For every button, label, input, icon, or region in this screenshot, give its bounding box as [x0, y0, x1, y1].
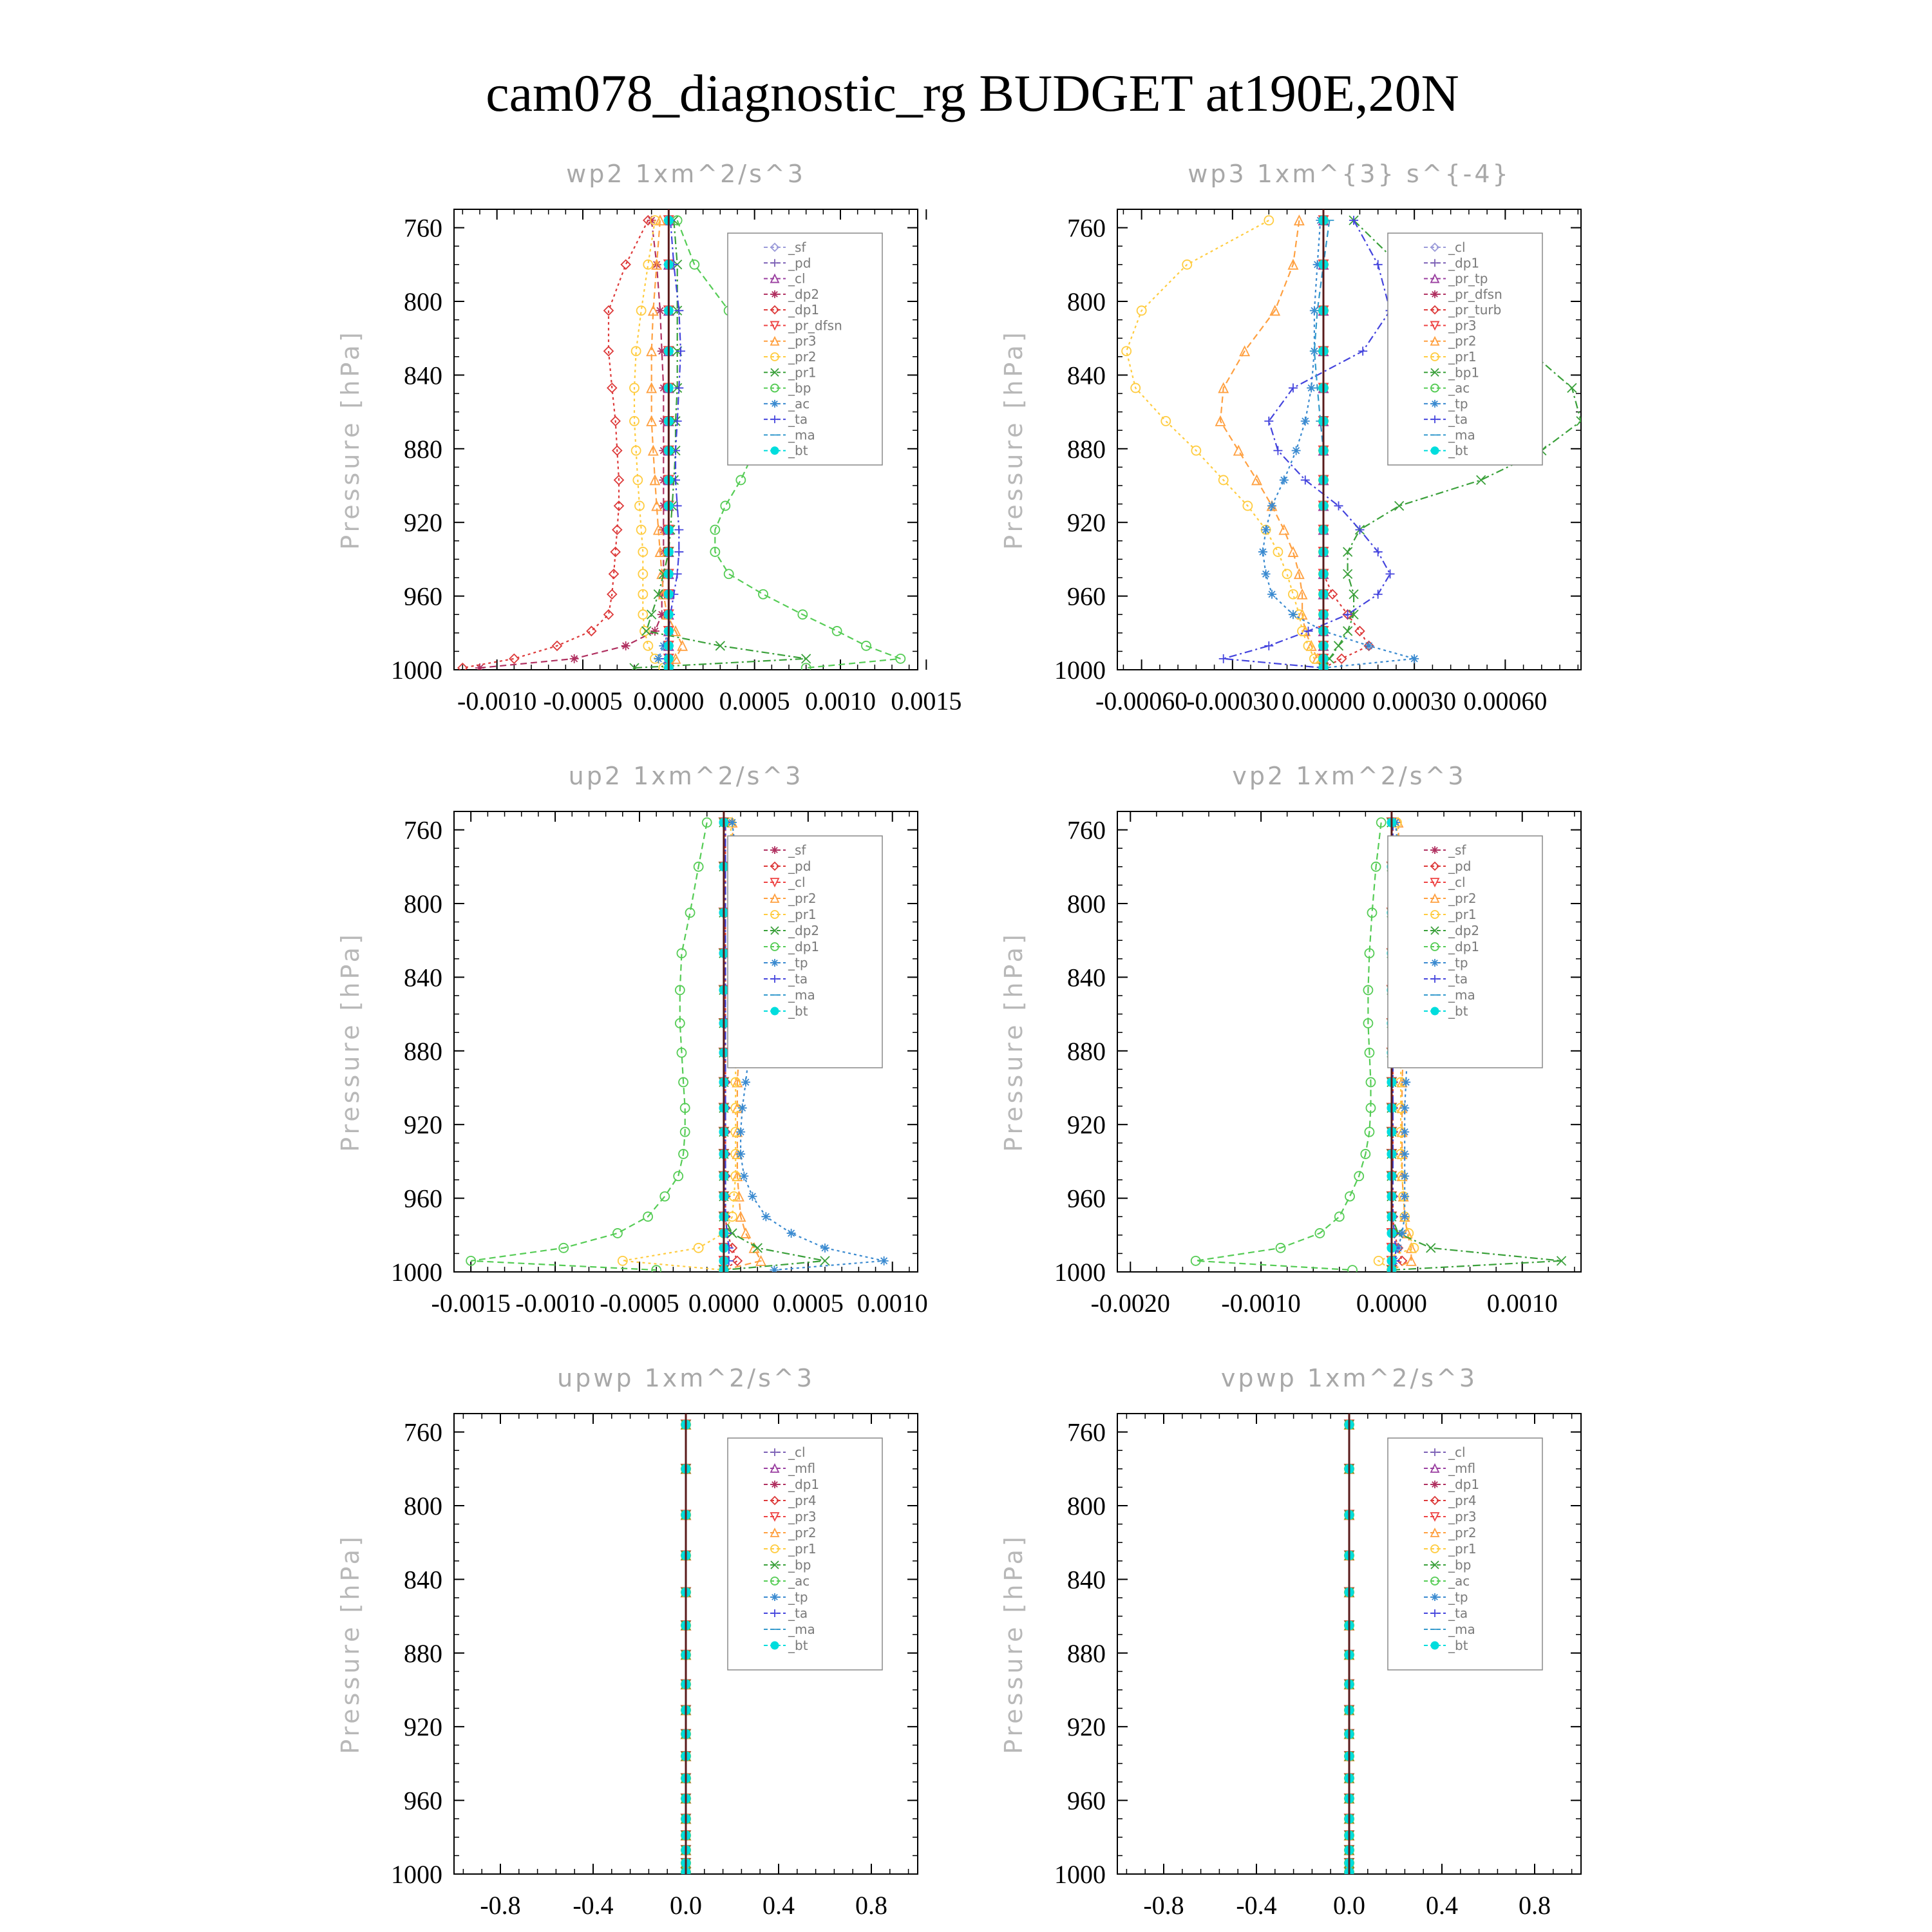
x-tick-label: 0.0000	[1356, 1289, 1427, 1318]
legend-label: _dp2	[788, 286, 820, 302]
legend-label: _dp2	[788, 923, 820, 938]
y-tick-label: 760	[404, 213, 442, 243]
legend-label: _bt	[1448, 1003, 1468, 1019]
y-axis-label: Pressure [hPa]	[336, 1533, 365, 1754]
y-tick-label: 920	[404, 1110, 442, 1140]
y-tick-label: 840	[1067, 1565, 1106, 1595]
legend-label: _pr3	[788, 1509, 817, 1524]
y-tick-label: 760	[1067, 213, 1106, 243]
legend	[1388, 1438, 1542, 1670]
legend-label: _tp	[1448, 955, 1468, 971]
legend-label: _cl	[1448, 1444, 1466, 1460]
legend-label: _ac	[788, 1573, 810, 1589]
data-point	[880, 1256, 889, 1265]
legend-label: _pr1	[788, 907, 817, 922]
legend-label: _bp	[788, 1557, 811, 1573]
legend-label: _ta	[788, 412, 808, 428]
legend-label: _pr2	[788, 349, 817, 365]
x-tick-label: 0.8	[855, 1891, 887, 1920]
panel-title: wp2 1xm^2/s^3	[566, 160, 806, 188]
legend-label: _ma	[1448, 427, 1475, 443]
x-tick-label: -0.0010	[1221, 1289, 1301, 1318]
legend-label: _dp1	[788, 939, 820, 954]
y-tick-label: 760	[1067, 815, 1106, 845]
y-tick-label: 960	[1067, 1786, 1106, 1815]
y-axis-label: Pressure [hPa]	[999, 329, 1028, 550]
y-tick-label: 960	[1067, 1184, 1106, 1213]
y-tick-label: 1000	[1054, 656, 1106, 685]
x-tick-label: -0.0010	[457, 687, 537, 715]
legend-label: _ac	[788, 395, 810, 412]
legend-label: _pr2	[788, 1525, 817, 1540]
x-tick-label: -0.0005	[543, 687, 623, 715]
legend-label: _tp	[788, 1589, 808, 1605]
x-tick-label: 0.0010	[1486, 1289, 1558, 1318]
legend-label: _pr1	[788, 1541, 817, 1557]
legend-label: _pr_dfsn	[788, 317, 842, 334]
y-tick-label: 800	[404, 1492, 442, 1520]
y-tick-label: 880	[404, 434, 442, 464]
legend-label: _pr_dfsn	[1448, 286, 1502, 302]
legend-label: _pr1	[1448, 349, 1477, 365]
y-tick-label: 1000	[391, 1860, 442, 1889]
legend	[1388, 233, 1542, 465]
legend-label: _cl	[788, 270, 806, 287]
y-tick-label: 880	[404, 1036, 442, 1066]
legend-label: _bt	[788, 1003, 808, 1019]
x-tick-label: -0.00060	[1095, 687, 1188, 715]
y-tick-label: 880	[1067, 434, 1106, 464]
legend-label: _bp	[1448, 1557, 1472, 1573]
y-tick-label: 800	[1067, 889, 1106, 918]
legend-label: _dp2	[1448, 923, 1480, 938]
data-point	[1400, 1128, 1409, 1137]
legend-label: _pr4	[1448, 1493, 1477, 1508]
legend-label: _bt	[1448, 1638, 1468, 1653]
x-tick-label: 0.0010	[857, 1289, 928, 1318]
y-tick-label: 920	[1067, 1712, 1106, 1742]
x-tick-label: 0.0000	[688, 1289, 759, 1318]
panel-title: upwp 1xm^2/s^3	[557, 1364, 815, 1392]
legend-label: _dp1	[1448, 1477, 1480, 1492]
legend-label: _tp	[1448, 395, 1468, 412]
x-tick-label: 0.0010	[805, 687, 876, 715]
x-tick-label: 0.0005	[719, 687, 790, 715]
y-tick-label: 880	[1067, 1036, 1106, 1066]
y-tick-label: 800	[1067, 1492, 1106, 1520]
legend-label: _ma	[788, 1622, 815, 1637]
y-axis-label: Pressure [hPa]	[999, 931, 1028, 1152]
legend-label: _pd	[1448, 858, 1472, 874]
x-tick-label: 0.00060	[1463, 687, 1548, 715]
figure-title: cam078_diagnostic_rg BUDGET at190E,20N	[486, 64, 1459, 122]
legend-label: _pr2	[1448, 1525, 1477, 1540]
x-tick-label: 0.0	[670, 1891, 702, 1920]
y-tick-label: 840	[1067, 963, 1106, 992]
legend-label: _cl	[1448, 875, 1466, 890]
x-tick-label: 0.0015	[891, 687, 962, 715]
x-tick-label: 0.4	[1426, 1891, 1458, 1920]
y-tick-label: 760	[404, 1417, 442, 1447]
y-tick-label: 840	[404, 361, 442, 390]
y-tick-label: 880	[1067, 1638, 1106, 1668]
legend-label: _mfl	[1448, 1461, 1476, 1476]
legend-label: _bp1	[1448, 365, 1480, 381]
legend-label: _mfl	[788, 1461, 816, 1476]
legend-label: _bt	[788, 1638, 808, 1653]
legend-label: _pr3	[1448, 1509, 1477, 1524]
y-tick-label: 840	[404, 963, 442, 992]
legend-label: _sf	[788, 842, 806, 858]
y-tick-label: 760	[404, 815, 442, 845]
legend-label: _dp1	[788, 302, 820, 318]
y-tick-label: 920	[404, 1712, 442, 1742]
y-tick-label: 960	[404, 1786, 442, 1815]
legend-label: _pr_turb	[1448, 302, 1502, 318]
legend-label: _ac	[1448, 1573, 1470, 1589]
legend-label: _dp1	[1448, 255, 1480, 271]
legend-label: _pr1	[1448, 1541, 1477, 1557]
x-tick-label: -0.8	[1143, 1891, 1184, 1920]
legend-label: _tp	[788, 955, 808, 971]
x-tick-label: -0.0015	[431, 1289, 511, 1318]
legend-label: _pr1	[788, 365, 817, 381]
y-tick-label: 760	[1067, 1417, 1106, 1447]
legend	[728, 1438, 882, 1670]
y-tick-label: 800	[1067, 287, 1106, 316]
data-point	[748, 1192, 757, 1201]
legend-label: _pr2	[788, 891, 817, 906]
y-axis-label: Pressure [hPa]	[336, 931, 365, 1152]
legend-label: _sf	[1448, 842, 1466, 858]
legend	[1388, 836, 1542, 1068]
y-tick-label: 960	[404, 1184, 442, 1213]
y-tick-label: 840	[1067, 361, 1106, 390]
y-tick-label: 1000	[1054, 1258, 1106, 1287]
data-point	[739, 1171, 748, 1180]
y-tick-label: 800	[404, 889, 442, 918]
legend-label: _pr1	[1448, 907, 1477, 922]
panel-title: wp3 1xm^{3} s^{-4}	[1188, 160, 1511, 188]
data-point	[650, 627, 659, 636]
legend-label: _pd	[788, 858, 811, 874]
data-point	[1400, 1171, 1409, 1180]
y-tick-label: 960	[1067, 582, 1106, 611]
x-tick-label: 0.0005	[772, 1289, 844, 1318]
legend-label: _pr3	[1448, 317, 1477, 334]
y-tick-label: 1000	[391, 656, 442, 685]
x-tick-label: 0.0	[1333, 1891, 1365, 1920]
legend-label: _pr2	[1448, 891, 1477, 906]
legend-label: _cl	[788, 875, 806, 890]
x-tick-label: 0.8	[1519, 1891, 1551, 1920]
panel-title: up2 1xm^2/s^3	[568, 762, 804, 790]
legend	[728, 233, 882, 465]
panel-title: vpwp 1xm^2/s^3	[1220, 1364, 1478, 1392]
y-tick-label: 1000	[1054, 1860, 1106, 1889]
legend-label: _ac	[1448, 380, 1470, 396]
y-tick-label: 960	[404, 582, 442, 611]
x-tick-label: -0.00030	[1186, 687, 1279, 715]
y-axis-label: Pressure [hPa]	[999, 1533, 1028, 1754]
panel-title: vp2 1xm^2/s^3	[1232, 762, 1466, 790]
legend-label: _cl	[1448, 240, 1466, 255]
x-tick-label: 0.4	[762, 1891, 795, 1920]
x-tick-label: -0.4	[1236, 1891, 1277, 1920]
legend-label: _bt	[788, 442, 808, 459]
x-tick-label: -0.0010	[515, 1289, 595, 1318]
x-tick-label: -0.0020	[1090, 1289, 1170, 1318]
y-axis-label: Pressure [hPa]	[336, 329, 365, 550]
y-tick-label: 920	[1067, 1110, 1106, 1140]
data-point	[736, 1128, 745, 1137]
data-point	[1410, 654, 1419, 663]
legend-label: _pr4	[788, 1493, 817, 1508]
data-point	[1400, 1192, 1409, 1201]
x-tick-label: 0.00030	[1372, 687, 1457, 715]
y-tick-label: 800	[404, 287, 442, 316]
legend-label: _ma	[788, 987, 815, 1003]
legend-label: _ta	[788, 1605, 808, 1621]
legend-label: _ta	[788, 971, 808, 987]
legend-label: _pd	[788, 255, 811, 271]
legend-label: _dp1	[1448, 939, 1480, 954]
legend-label: _sf	[788, 240, 806, 255]
y-tick-label: 840	[404, 1565, 442, 1595]
legend-label: _pr2	[1448, 333, 1477, 349]
legend-label: _dp1	[788, 1477, 820, 1492]
legend-label: _pr_tp	[1448, 270, 1488, 287]
x-tick-label: 0.00000	[1282, 687, 1365, 715]
legend	[728, 836, 882, 1068]
legend-label: _bt	[1448, 442, 1468, 459]
legend-label: _ma	[1448, 987, 1475, 1003]
x-tick-label: 0.0000	[633, 687, 705, 715]
y-tick-label: 920	[404, 508, 442, 538]
legend-label: _ma	[1448, 1622, 1475, 1637]
legend-label: _cl	[788, 1444, 806, 1460]
x-tick-label: -0.4	[573, 1891, 614, 1920]
legend-label: _ta	[1448, 412, 1468, 428]
legend-label: _ma	[788, 427, 815, 443]
legend-label: _tp	[1448, 1589, 1468, 1605]
legend-label: _ta	[1448, 1605, 1468, 1621]
y-tick-label: 1000	[391, 1258, 442, 1287]
legend-label: _ta	[1448, 971, 1468, 987]
legend-label: _bp	[788, 380, 811, 396]
y-tick-label: 920	[1067, 508, 1106, 538]
legend-label: _pr3	[788, 333, 817, 349]
x-tick-label: -0.8	[480, 1891, 521, 1920]
x-tick-label: -0.0005	[600, 1289, 679, 1318]
y-tick-label: 880	[404, 1638, 442, 1668]
